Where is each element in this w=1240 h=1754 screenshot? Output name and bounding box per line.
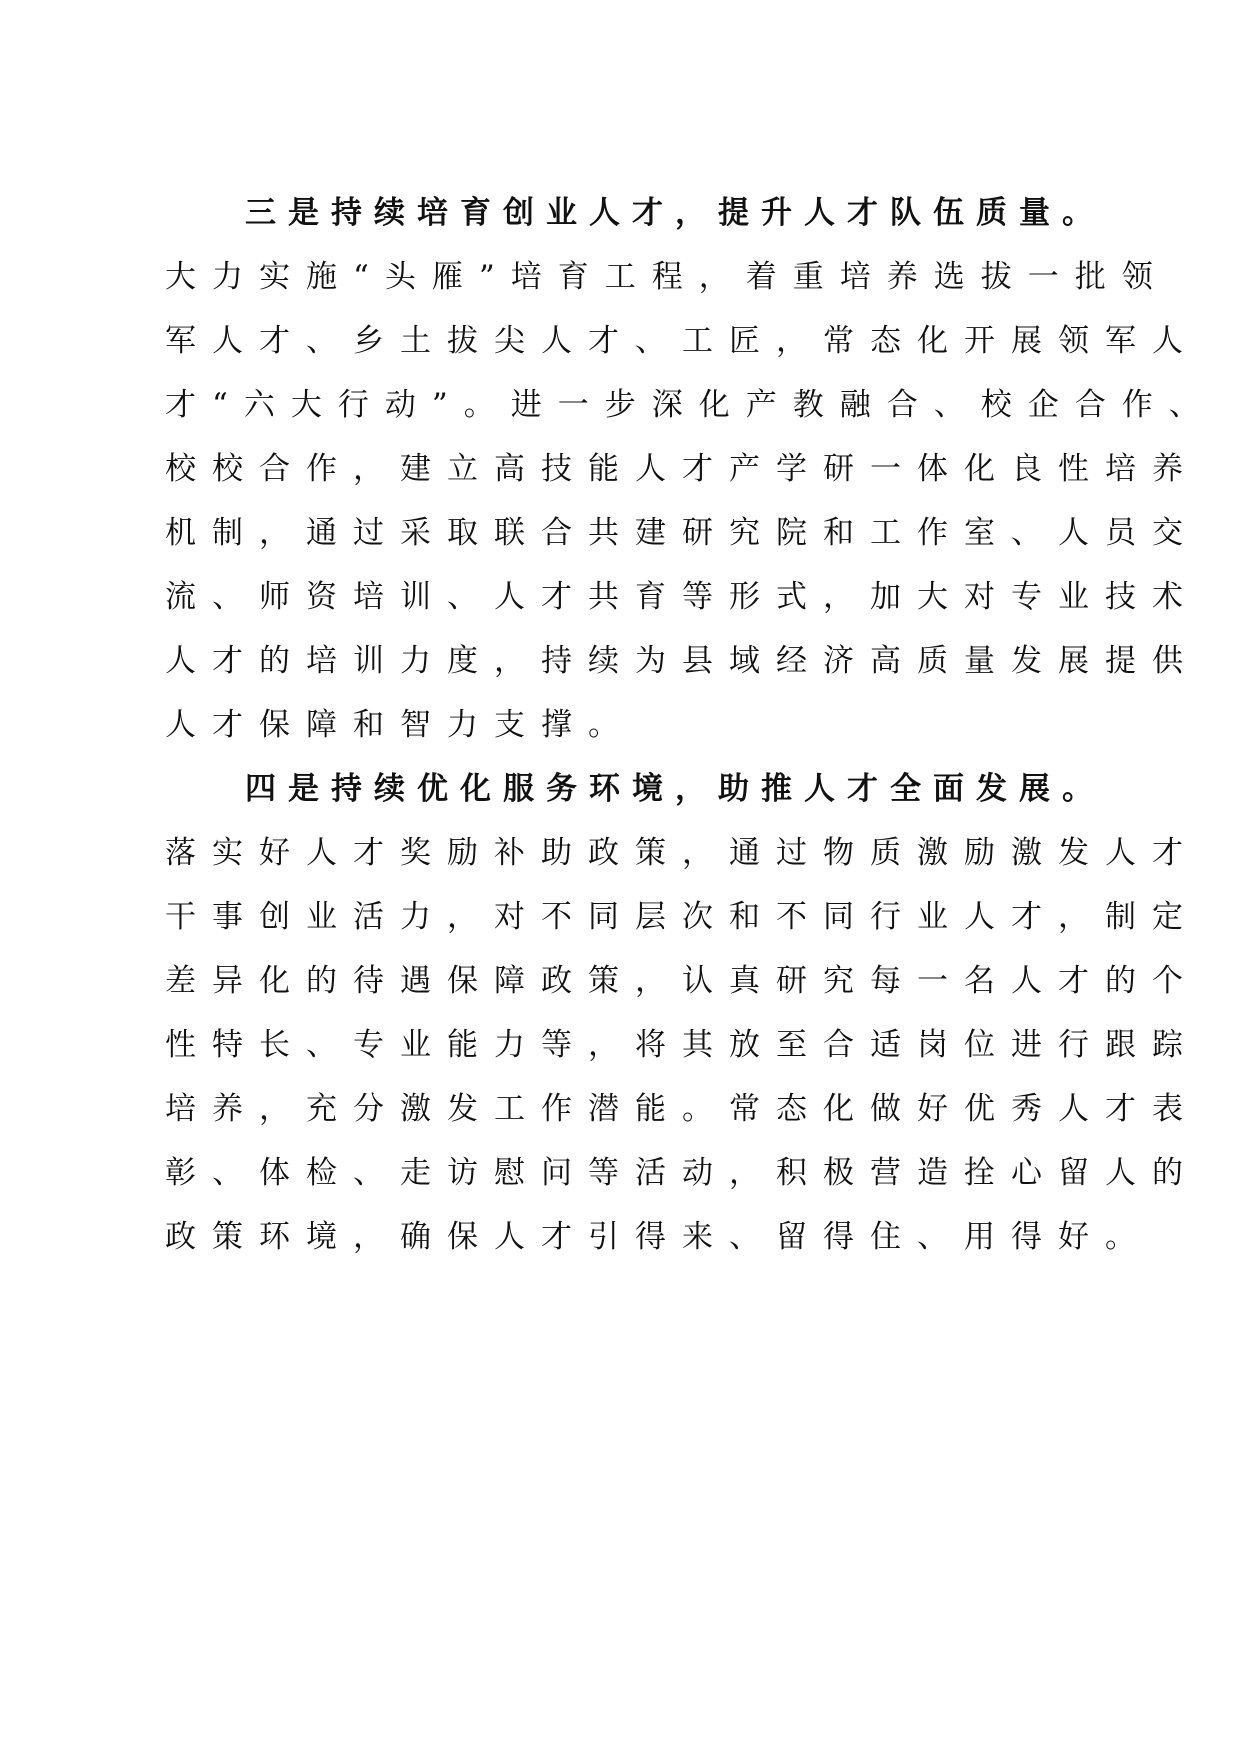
section-4-line-4: 性特长、专业能力等，将其放至合适岗位进行跟踪 — [165, 1027, 1199, 1063]
section-3-line-3: 才“六大行动”。进一步深化产教融合、校企合作、 — [165, 387, 1216, 423]
section-4-heading: 四是持续优化服务环境，助推人才全面发展。 — [245, 771, 1105, 807]
section-3-line-6: 流、师资培训、人才共育等形式，加大对专业技术 — [165, 579, 1199, 615]
section-3-heading: 三是持续培育创业人才，提升人才队伍质量。 — [245, 195, 1105, 231]
section-4-line-3: 差异化的待遇保障政策，认真研究每一名人才的个 — [165, 963, 1199, 999]
section-3-line-4: 校校合作，建立高技能人才产学研一体化良性培养 — [165, 451, 1199, 487]
section-3-line-5: 机制，通过采取联合共建研究院和工作室、人员交 — [165, 515, 1199, 551]
section-3-line-2: 军人才、乡土拔尖人才、工匠，常态化开展领军人 — [165, 323, 1199, 359]
section-3-line-8: 人才保障和智力支撑。 — [165, 707, 635, 743]
section-4-line-2: 干事创业活力，对不同层次和不同行业人才，制定 — [165, 899, 1199, 935]
section-4-line-6: 彰、体检、走访慰问等活动，积极营造拴心留人的 — [165, 1155, 1199, 1191]
section-3-line-7: 人才的培训力度，持续为县域经济高质量发展提供 — [165, 643, 1199, 679]
section-3-line-1: 大力实施“头雁”培育工程，着重培养选拔一批领 — [165, 259, 1169, 295]
section-4-line-1: 落实好人才奖励补助政策，通过物质激励激发人才 — [165, 835, 1199, 871]
section-4-line-7: 政策环境，确保人才引得来、留得住、用得好。 — [165, 1219, 1152, 1255]
section-4-line-5: 培养，充分激发工作潜能。常态化做好优秀人才表 — [165, 1091, 1199, 1127]
